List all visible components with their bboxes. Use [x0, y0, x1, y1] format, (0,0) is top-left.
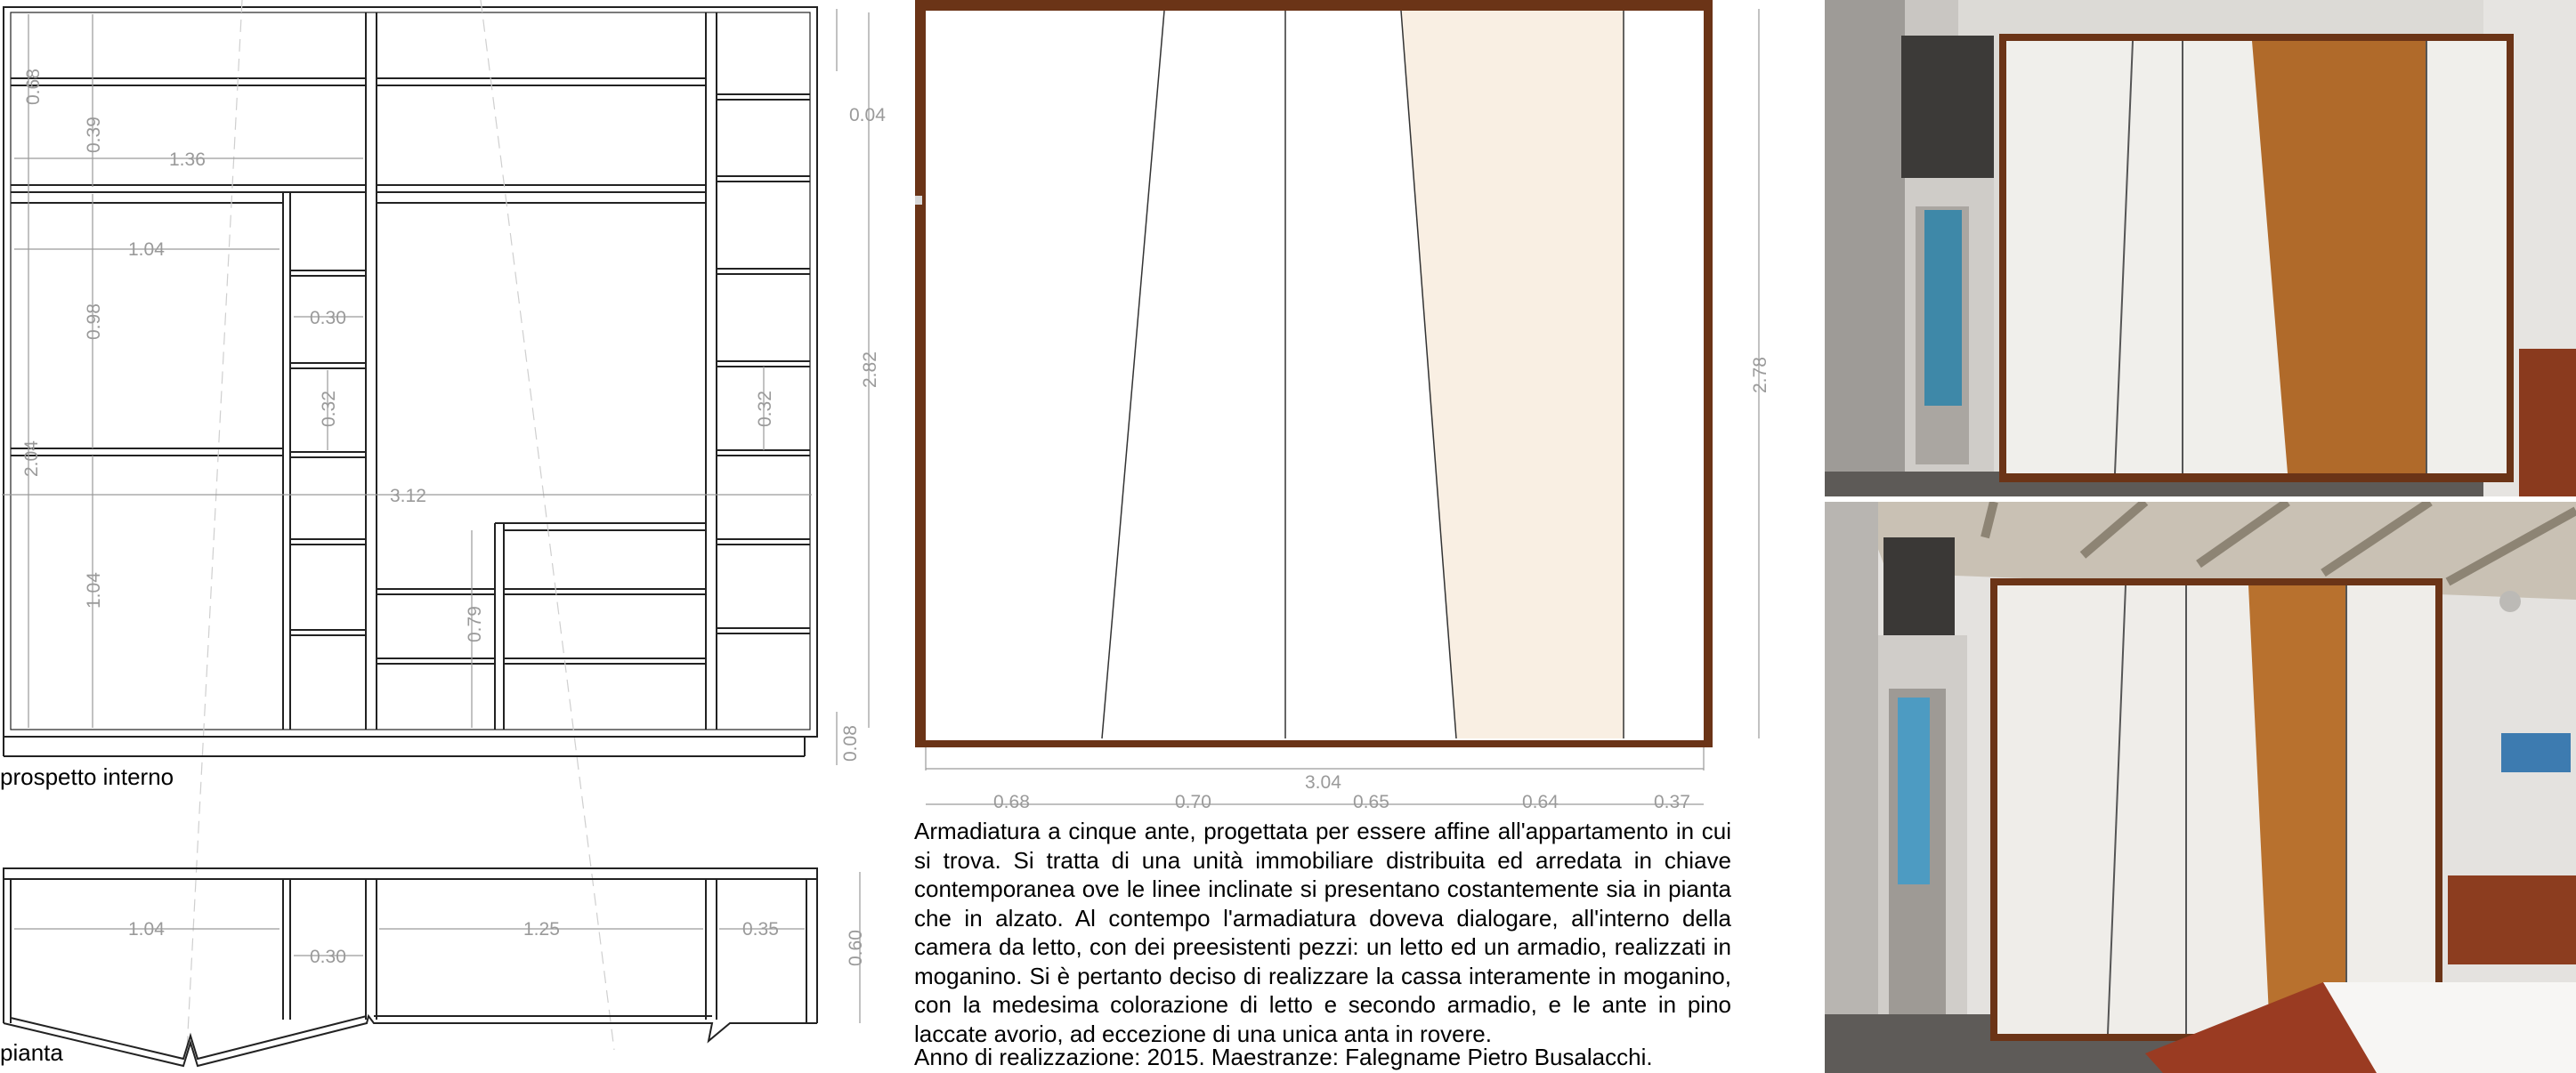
- door-width-label: 0.68: [993, 792, 1030, 810]
- door-width-label: 0.37: [1654, 792, 1690, 810]
- front-elevation-drawing: [899, 0, 1807, 810]
- dim-label: 0.08: [840, 725, 861, 762]
- dim-label: 0.79: [465, 606, 485, 642]
- dim-label: 0.04: [849, 105, 886, 125]
- wardrobe-photo-bottom: [1825, 502, 2576, 1073]
- dim-label: 1.25: [523, 919, 560, 940]
- dim-label: 1.04: [84, 572, 104, 609]
- total-width-label: 3.04: [1305, 772, 1341, 793]
- project-credits: Anno di realizzazione: 2015. Maestranze: Falegname Pietro Busalacchi.: [914, 1044, 1653, 1070]
- dim-label: 0.68: [23, 69, 44, 105]
- door-width-label: 0.70: [1175, 792, 1211, 810]
- dim-label: 3.12: [390, 486, 426, 506]
- total-height-label: 2.78: [1750, 357, 1770, 393]
- dim-label: 1.36: [169, 149, 206, 170]
- dim-label: 1.04: [128, 919, 165, 940]
- dim-label: 0.30: [310, 308, 346, 328]
- wardrobe-photo-top: [1825, 0, 2576, 496]
- dim-label: 0.35: [742, 919, 779, 940]
- project-description: Armadiatura a cinque ante, progettata per essere affine all'appartamento in cui si trova. Si tratta di una unità immobiliare distribuita ed arredata in chiave contemporanea ove le linee inclinate si presentano costantemente sia in pianta che in alzato. Al contempo l'armadiatura doveva dialogare, all'interno della camera da letto, con dei preesistenti pezzi: un letto ed un armadio, realizzati in moganino. Si è pertanto deciso di realizzare la cassa interamente in moganino, con la medesima colorazione di letto e secondo armadio, e le ante in pino laccate avorio, ad eccezione di una unica anta in rovere.: [914, 818, 1731, 1047]
- elevation-caption: prospetto interno: [0, 763, 174, 790]
- dim-label: 1.04: [128, 239, 165, 260]
- dim-label: 2.04: [21, 440, 42, 477]
- dim-label: 0.39: [84, 117, 104, 153]
- dim-label: 0.98: [84, 303, 104, 340]
- interior-elevation-drawing: [0, 0, 899, 1073]
- dim-label: 0.32: [755, 391, 775, 427]
- dim-label: 0.30: [310, 947, 346, 967]
- dim-label: 0.60: [846, 930, 866, 966]
- plan-caption: pianta: [0, 1039, 63, 1066]
- dim-label: 0.32: [319, 391, 339, 427]
- dim-label: 2.82: [860, 351, 880, 388]
- door-width-label: 0.64: [1522, 792, 1559, 810]
- plan-view-drawing: [4, 868, 817, 1066]
- door-width-label: 0.65: [1353, 792, 1389, 810]
